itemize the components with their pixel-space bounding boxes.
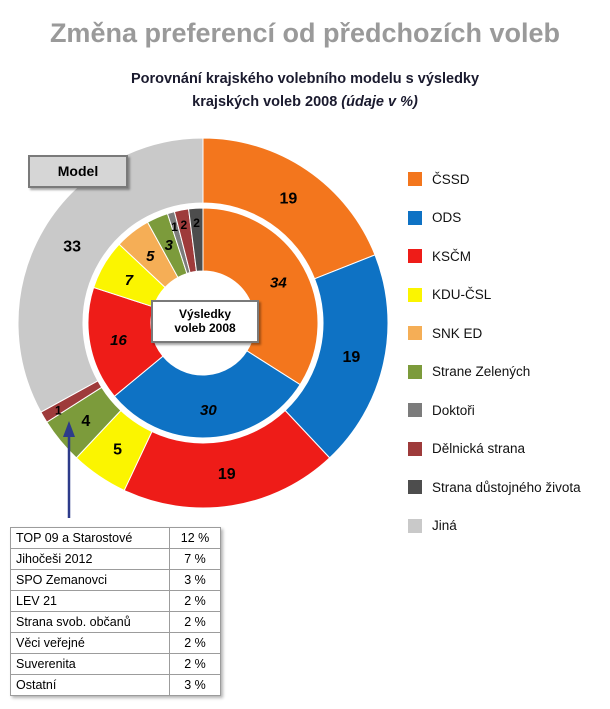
slice-value-label: 7 bbox=[124, 272, 134, 290]
model-box-text: Model bbox=[57, 163, 99, 179]
annotation-arrow bbox=[63, 421, 75, 518]
legend-item bbox=[408, 237, 608, 276]
slice-value-label: 16 bbox=[110, 332, 127, 350]
table-row bbox=[11, 654, 221, 675]
table-cell-value: 2 % bbox=[170, 633, 221, 654]
legend-swatch bbox=[408, 326, 422, 340]
legend-swatch bbox=[408, 249, 422, 263]
slice-value-label: 2 bbox=[193, 216, 200, 231]
subtitle-line-1: Porovnání krajského volebního modelu s výsledky bbox=[130, 71, 480, 87]
legend-item bbox=[408, 314, 608, 353]
table-cell-party: LEV 21 bbox=[11, 591, 170, 612]
page-title: Změna preferencí od předchozích voleb bbox=[49, 18, 561, 48]
legend-item bbox=[408, 276, 608, 315]
slice-value-label: 1 bbox=[171, 220, 178, 235]
legend-item bbox=[408, 160, 608, 199]
center-label-line-1: Výsledky bbox=[178, 307, 232, 321]
slice-value-label: 34 bbox=[270, 274, 287, 292]
table-cell-party: Jihočeši 2012 bbox=[11, 549, 170, 570]
legend-label: Dělnická strana bbox=[432, 441, 526, 457]
subtitle-line-2 bbox=[0, 91, 610, 114]
table-cell-value: 3 % bbox=[170, 675, 221, 696]
model-box-label bbox=[28, 155, 128, 188]
table-cell-value: 7 % bbox=[170, 549, 221, 570]
legend-item bbox=[408, 468, 608, 507]
slice-value-label: 1 bbox=[55, 403, 62, 418]
legend-swatch bbox=[408, 519, 422, 533]
legend-label: ODS bbox=[432, 210, 462, 226]
slice-value-label: 19 bbox=[342, 349, 361, 367]
chart-legend bbox=[408, 160, 608, 545]
legend-item bbox=[408, 391, 608, 430]
table-row bbox=[11, 528, 221, 549]
legend-label: KSČM bbox=[432, 248, 472, 264]
table-row bbox=[11, 570, 221, 591]
legend-item bbox=[408, 199, 608, 238]
legend-label: KDU-ČSL bbox=[432, 287, 492, 303]
table-row bbox=[11, 591, 221, 612]
slice-value-label: 33 bbox=[63, 238, 82, 256]
slice-value-label: 5 bbox=[146, 248, 155, 266]
table-cell-party: Ostatní bbox=[11, 675, 170, 696]
legend-label: Strana důstojného života bbox=[432, 479, 581, 495]
legend-label: SNK ED bbox=[432, 325, 483, 341]
other-parties-table bbox=[10, 527, 221, 696]
subtitle-units-note: (údaje v %) bbox=[341, 94, 418, 110]
table-cell-value: 2 % bbox=[170, 654, 221, 675]
donut-chart bbox=[8, 128, 398, 518]
legend-label: Strane Zelených bbox=[432, 364, 531, 380]
subtitle-line-2-main: krajských voleb 2008 bbox=[192, 94, 338, 110]
chart-subtitle bbox=[0, 68, 610, 114]
legend-swatch bbox=[408, 365, 422, 379]
legend-item bbox=[408, 507, 608, 546]
legend-swatch bbox=[408, 403, 422, 417]
table-cell-value: 2 % bbox=[170, 612, 221, 633]
legend-label: ČSSD bbox=[432, 171, 470, 187]
table-row bbox=[11, 633, 221, 654]
table-cell-value: 12 % bbox=[170, 528, 221, 549]
legend-swatch bbox=[408, 211, 422, 225]
slice-value-label: 19 bbox=[279, 190, 298, 208]
legend-label: Doktoři bbox=[432, 402, 475, 418]
table-cell-party: Věci veřejné bbox=[11, 633, 170, 654]
slice-value-label: 5 bbox=[113, 441, 123, 459]
table-cell-value: 3 % bbox=[170, 570, 221, 591]
table-cell-party: Strana svob. občanů bbox=[11, 612, 170, 633]
legend-item bbox=[408, 430, 608, 469]
table-row bbox=[11, 549, 221, 570]
table-cell-party: SPO Zemanovci bbox=[11, 570, 170, 591]
table-cell-party: TOP 09 a Starostové bbox=[11, 528, 170, 549]
table-row bbox=[11, 612, 221, 633]
legend-swatch bbox=[408, 172, 422, 186]
center-label-results bbox=[151, 300, 259, 343]
slice-value-label: 3 bbox=[164, 237, 174, 255]
slice-value-label: 19 bbox=[217, 466, 236, 484]
legend-swatch bbox=[408, 480, 422, 494]
legend-label: Jiná bbox=[432, 518, 457, 534]
legend-item bbox=[408, 353, 608, 392]
table-cell-party: Suverenita bbox=[11, 654, 170, 675]
slice-value-label: 4 bbox=[81, 412, 91, 430]
center-label-line-2: voleb 2008 bbox=[174, 321, 236, 335]
table-row bbox=[11, 675, 221, 696]
legend-swatch bbox=[408, 288, 422, 302]
legend-swatch bbox=[408, 442, 422, 456]
slice-value-label: 30 bbox=[200, 401, 217, 419]
table-cell-value: 2 % bbox=[170, 591, 221, 612]
slice-value-label: 2 bbox=[180, 217, 188, 232]
